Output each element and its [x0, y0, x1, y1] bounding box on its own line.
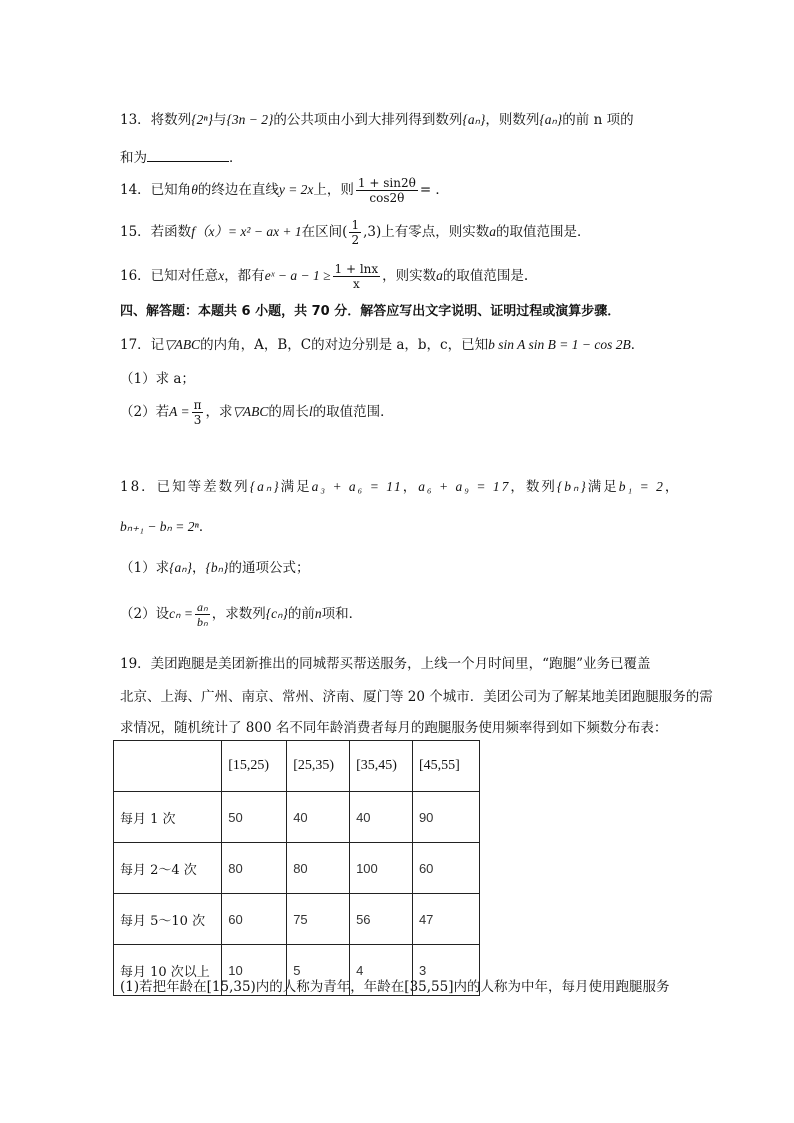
q14-denominator: cos2θ — [369, 191, 405, 205]
table-row-label: 每月 5～10 次 — [114, 894, 222, 945]
q15-prefix: 15．若函数 — [120, 224, 192, 240]
q17-equation: b sin A sin B = 1 − cos 2B — [488, 337, 631, 352]
q18-p2-suffix: 项和． — [321, 606, 363, 622]
q13-set2: {3n − 2} — [226, 112, 274, 127]
q19-part1: (1)若把年龄在[15,35)内的人称为青年，年龄在[35,55]内的人称为中年，每月使用跑腿服务 — [120, 979, 670, 995]
table-cell: 4 — [350, 945, 413, 996]
q18-p2-n: n — [314, 606, 322, 621]
section-4-heading: 四、解答题：本题共 6 小题，共 70 分．解答应写出文字说明、证明过程或演算步骤． — [120, 304, 621, 319]
q19-line3: 求情况，随机统计了 800 名不同年龄消费者每月的跑腿服务使用频率得到如下频数分布表： — [120, 720, 668, 736]
q16-mid2: ，则实数 — [382, 268, 437, 284]
q17-p2-mid: ，求 — [205, 404, 233, 420]
q19-line1: 19．美团跑腿是美团新推出的同城帮买帮送服务，上线一个月时间里，“跑腿”业务已覆盖 — [120, 656, 651, 672]
table-cell: 60 — [222, 894, 287, 945]
q18-eq4-end: ． — [198, 519, 213, 535]
q18-p1-a: {aₙ} — [169, 560, 193, 575]
q18-p2-num: aₙ — [196, 600, 208, 614]
frequency-table — [113, 740, 480, 996]
table-row — [114, 792, 480, 843]
q18-p1-sep: ， — [192, 560, 206, 576]
q16-line — [120, 262, 528, 291]
q13-mid1: 与 — [213, 112, 227, 128]
table-cell: 80 — [222, 843, 287, 894]
q17-p2-num: π — [193, 398, 202, 412]
q15-line — [120, 218, 591, 247]
q18-line2 — [120, 515, 212, 535]
q18-mid1: 满足 — [280, 479, 312, 495]
q13-seq: {aₙ} — [462, 112, 486, 127]
q18-p2-mid: ，求数列 — [211, 606, 266, 622]
q13-line2-text: 和为 — [120, 150, 147, 166]
q18-part2 — [120, 600, 362, 629]
q15-interval-rest: ,3) — [363, 224, 382, 240]
q14-mid1: 的终边在直线 — [197, 182, 279, 198]
table-cell: 100 — [350, 843, 413, 894]
q13-line2-end: ． — [229, 150, 243, 166]
q18-p2-fraction — [195, 600, 210, 629]
q16-mid: ，都有 — [224, 268, 265, 284]
table-cell: 5 — [287, 945, 350, 996]
q17-text: 的内角，A，B，C的对边分别是 a，b，c，已知 — [200, 337, 489, 353]
q18-p1-prefix: （1）求 — [120, 560, 170, 576]
table-row-label: 每月 2～4 次 — [114, 843, 222, 894]
q17-part2 — [120, 398, 394, 427]
q16-suffix: 的取值范围是. — [442, 268, 529, 284]
table-cell: 56 — [350, 894, 413, 945]
q18-p2-c: cₙ = — [169, 606, 193, 621]
q17-p2-den: 3 — [193, 413, 202, 427]
q17-p2-l: l — [308, 404, 313, 419]
q13-set1: {2ⁿ} — [191, 112, 213, 127]
q18-p2-seq: {cₙ} — [265, 606, 288, 621]
q15-func: f（x）= x² − ax + 1 — [191, 224, 302, 239]
table-cell: 60 — [412, 843, 479, 894]
table-cell: 40 — [287, 792, 350, 843]
q14-line-eq: y = 2x — [278, 182, 314, 197]
q18-eq2: a₆ + a₉ = 17 — [418, 479, 511, 494]
table-cell: 3 — [412, 945, 479, 996]
q16-fraction — [333, 262, 381, 291]
q17-p2-prefix: （2）若 — [120, 404, 170, 420]
q16-numerator: 1 + lnx — [334, 262, 379, 276]
q13-answer-blank — [147, 149, 229, 162]
table-row — [114, 843, 480, 894]
table-row-label: 每月 10 次以上 — [114, 945, 222, 996]
q14-prefix: 14．已知角 — [120, 182, 192, 198]
q16-expr: eˣ − a − 1 ≥ — [264, 268, 331, 283]
q14-fraction — [356, 176, 418, 205]
table-cell: 90 — [412, 792, 479, 843]
q17-p2-fraction — [192, 398, 204, 427]
q19-line2: 北京、上海、广州、南京、常州、济南、厦门等 20 个城市．美团公司为了解某地美团跑腿服务的需 — [120, 689, 713, 705]
table-header-cell: [45,55] — [412, 741, 479, 792]
q14-mid2: 上，则 — [313, 182, 354, 198]
q17-prefix: 17．记 — [120, 337, 165, 353]
table-row-label: 每月 1 次 — [114, 792, 222, 843]
q15-half-den: 2 — [351, 233, 360, 247]
q13-line2 — [120, 146, 243, 166]
table-cell: 40 — [350, 792, 413, 843]
q16-x: x — [218, 268, 225, 283]
q13-suffix: 的前 n 项的 — [562, 112, 634, 128]
q18-p2-prefix: （2）设 — [120, 606, 170, 622]
q13-prefix: 13．将数列 — [120, 112, 192, 128]
q15-mid2: 上有零点，则实数 — [381, 224, 490, 240]
q13-seq2: {aₙ} — [539, 112, 563, 127]
q14-numerator: 1 + sin2θ — [357, 176, 416, 190]
q18-eq3: b₁ = 2 — [618, 479, 665, 494]
table-header-cell — [114, 741, 222, 792]
q15-half-fraction — [349, 218, 361, 247]
q15-mid: 在区间 — [301, 224, 343, 240]
table-cell: 50 — [222, 792, 287, 843]
q14-line — [120, 176, 449, 205]
q18-seq-a: {aₙ} — [249, 479, 281, 494]
q18-prefix: 18．已知等差数列 — [120, 479, 250, 495]
q17-p2-end: 的取值范围． — [312, 404, 394, 420]
q16-prefix: 16．已知对任意 — [120, 268, 219, 284]
q18-mid3: 满足 — [587, 479, 619, 495]
table-cell: 80 — [287, 843, 350, 894]
q18-line1 — [120, 475, 680, 495]
q18-seq-b: {bₙ} — [556, 479, 588, 494]
q15-half-num: 1 — [351, 218, 360, 232]
q17-line — [120, 333, 644, 353]
q13-line1 — [120, 108, 634, 128]
q13-mid2: 的公共项由小到大排列得到数列 — [273, 112, 463, 128]
q17-p2-A: A = — [169, 404, 190, 419]
q18-eq4: bₙ₊₁ − bₙ = 2ⁿ — [120, 519, 199, 534]
q14-theta: θ — [191, 182, 198, 197]
q18-p1-suffix: 的通项公式； — [228, 560, 310, 576]
table-header-row — [114, 741, 480, 792]
q13-mid3: ，则数列 — [485, 112, 540, 128]
q17-triangle: ▽ABC — [164, 337, 201, 352]
q18-p1-b: {bₙ} — [205, 560, 229, 575]
q17-p2-triangle: ▽ABC — [232, 404, 269, 419]
table-row — [114, 894, 480, 945]
q15-suffix: 的取值范围是． — [496, 224, 591, 240]
table-cell: 75 — [287, 894, 350, 945]
q16-denominator: x — [352, 277, 360, 291]
q18-p2-mid2: 的前 — [287, 606, 315, 622]
q17-part1: （1）求 a； — [120, 371, 195, 387]
q17-end: ． — [630, 337, 645, 353]
q18-p2-den: bₙ — [196, 615, 208, 629]
q18-part1 — [120, 556, 309, 576]
q18-comma: ， — [664, 479, 681, 495]
table-header-cell: [25,35) — [287, 741, 350, 792]
q18-mid2: ，数列 — [510, 479, 557, 495]
table-cell: 47 — [412, 894, 479, 945]
table-header-cell: [15,25) — [222, 741, 287, 792]
q15-interval-open: ( — [342, 224, 348, 240]
table-cell: 10 — [222, 945, 287, 996]
q14-suffix: = ． — [419, 182, 449, 198]
table-header-cell: [35,45) — [350, 741, 413, 792]
q18-sep: ， — [402, 479, 419, 495]
q17-p2-suffix: 的周长 — [268, 404, 309, 420]
q18-eq1: a₃ + a₆ = 11 — [311, 479, 403, 494]
q15-var: a — [489, 224, 496, 239]
q16-var: a — [436, 268, 443, 283]
